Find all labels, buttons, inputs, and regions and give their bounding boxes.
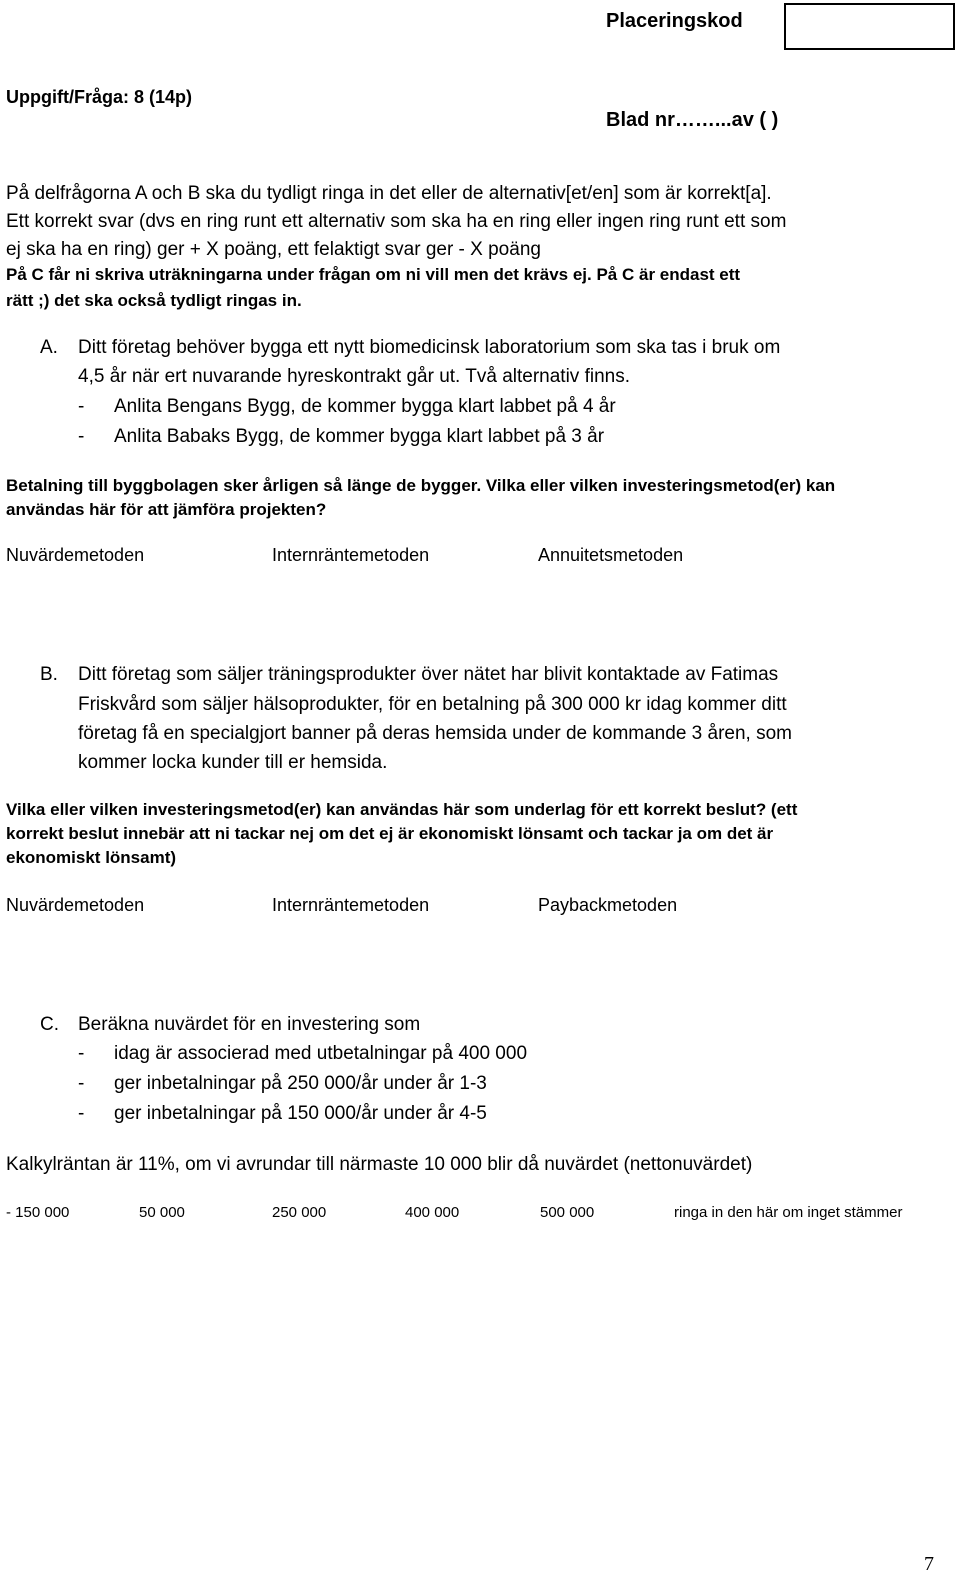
section-b-option-irr[interactable]: Internräntemetoden [272, 895, 430, 915]
section-a-option-annuity[interactable]: Annuitetsmetoden [538, 545, 684, 565]
section-b-text-4: kommer locka kunder till er hemsida. [78, 752, 388, 773]
section-b-question-2: korrekt beslut innebär att ni tackar nej om det ej är ekonomiskt lönsamt och tackar ja om det är [6, 824, 774, 843]
placement-code-box[interactable] [784, 3, 955, 50]
section-c-text-1: Beräkna nuvärdet för en investering som [78, 1014, 421, 1035]
section-c-option-400000[interactable]: 400 000 [405, 1204, 460, 1221]
section-a-option-irr[interactable]: Internräntemetoden [272, 545, 430, 565]
section-a-bullet-2: Anlita Babaks Bygg, de kommer bygga klart labbet på 3 år [114, 426, 605, 447]
section-b-text-2: Friskvård som säljer hälsoprodukter, för en betalning på 300 000 kr idag kommer ditt [78, 694, 787, 715]
instruction-line-3: ej ska ha en ring) ger + X poäng, ett felaktigt svar ger - X poäng [6, 239, 541, 260]
section-b-text-3: företag få en specialgjort banner på deras hemsida under de kommande 3 åren, som [78, 723, 792, 744]
section-c-bullet-2: ger inbetalningar på 250 000/år under år 1-3 [114, 1073, 487, 1094]
section-c-option-500000[interactable]: 500 000 [540, 1204, 595, 1221]
section-c-letter: C. [40, 1014, 59, 1035]
instruction-line-4: På C får ni skriva uträkningarna under frågan om ni vill men det krävs ej. På C är endast ett [6, 265, 741, 284]
section-c-question: Kalkylräntan är 11%, om vi avrundar till närmaste 10 000 blir då nuvärdet (nettonuvärdet) [6, 1154, 753, 1175]
section-b-letter: B. [40, 664, 58, 685]
section-c-dash-3: - [78, 1103, 85, 1124]
instruction-line-5: rätt ;) det ska också tydligt ringas in. [6, 291, 302, 310]
section-a-text-2: 4,5 år när ert nuvarande hyreskontrakt går ut. Två alternativ finns. [78, 366, 630, 387]
section-a-dash-1: - [78, 396, 85, 417]
section-a-option-npv[interactable]: Nuvärdemetoden [6, 545, 145, 565]
section-c-option-none[interactable]: ringa in den här om inget stämmer [674, 1204, 903, 1221]
section-c-dash-1: - [78, 1043, 85, 1064]
section-c-bullet-3: ger inbetalningar på 150 000/år under år 4-5 [114, 1103, 487, 1124]
instruction-line-1: På delfrågorna A och B ska du tydligt ringa in det eller de alternativ[et/en] som är korrekt[a]. [6, 183, 772, 204]
instruction-line-2: Ett korrekt svar (dvs en ring runt ett alternativ som ska ha en ring eller ingen ring runt ett som [6, 211, 787, 232]
section-b-text-1: Ditt företag som säljer träningsprodukter över nätet har blivit kontaktade av Fatimas [78, 664, 779, 685]
page-number: 7 [924, 1553, 934, 1575]
section-c-bullet-1: idag är associerad med utbetalningar på 400 000 [114, 1043, 528, 1064]
section-c-dash-2: - [78, 1073, 85, 1094]
sheet-number-label: Blad nr……...av ( ) [606, 109, 779, 131]
section-a-question-1: Betalning till byggbolagen sker årligen så länge de bygger. Vilka eller vilken investeringsmetod(er) kan [6, 476, 836, 495]
section-a-bullet-1: Anlita Bengans Bygg, de kommer bygga klart labbet på 4 år [114, 396, 616, 417]
section-a-text-1: Ditt företag behöver bygga ett nytt biomedicinsk laboratorium som ska tas i bruk om [78, 337, 781, 358]
section-a-question-2: användas här för att jämföra projekten? [6, 500, 327, 519]
section-a-dash-2: - [78, 426, 85, 447]
section-b-question-3: ekonomiskt lönsamt) [6, 848, 177, 867]
section-c-option-minus-150000[interactable]: - 150 000 [6, 1204, 70, 1221]
section-b-option-npv[interactable]: Nuvärdemetoden [6, 895, 145, 915]
task-label: Uppgift/Fråga: 8 (14p) [6, 87, 193, 107]
section-b-question-1: Vilka eller vilken investeringsmetod(er) kan användas här som underlag för ett korrekt beslut? (ett [6, 800, 798, 819]
section-c-option-50000[interactable]: 50 000 [139, 1204, 185, 1221]
section-c-option-250000[interactable]: 250 000 [272, 1204, 327, 1221]
section-a-letter: A. [40, 337, 58, 358]
section-b-option-payback[interactable]: Paybackmetoden [538, 895, 678, 915]
placement-code-label: Placeringskod [606, 10, 743, 32]
